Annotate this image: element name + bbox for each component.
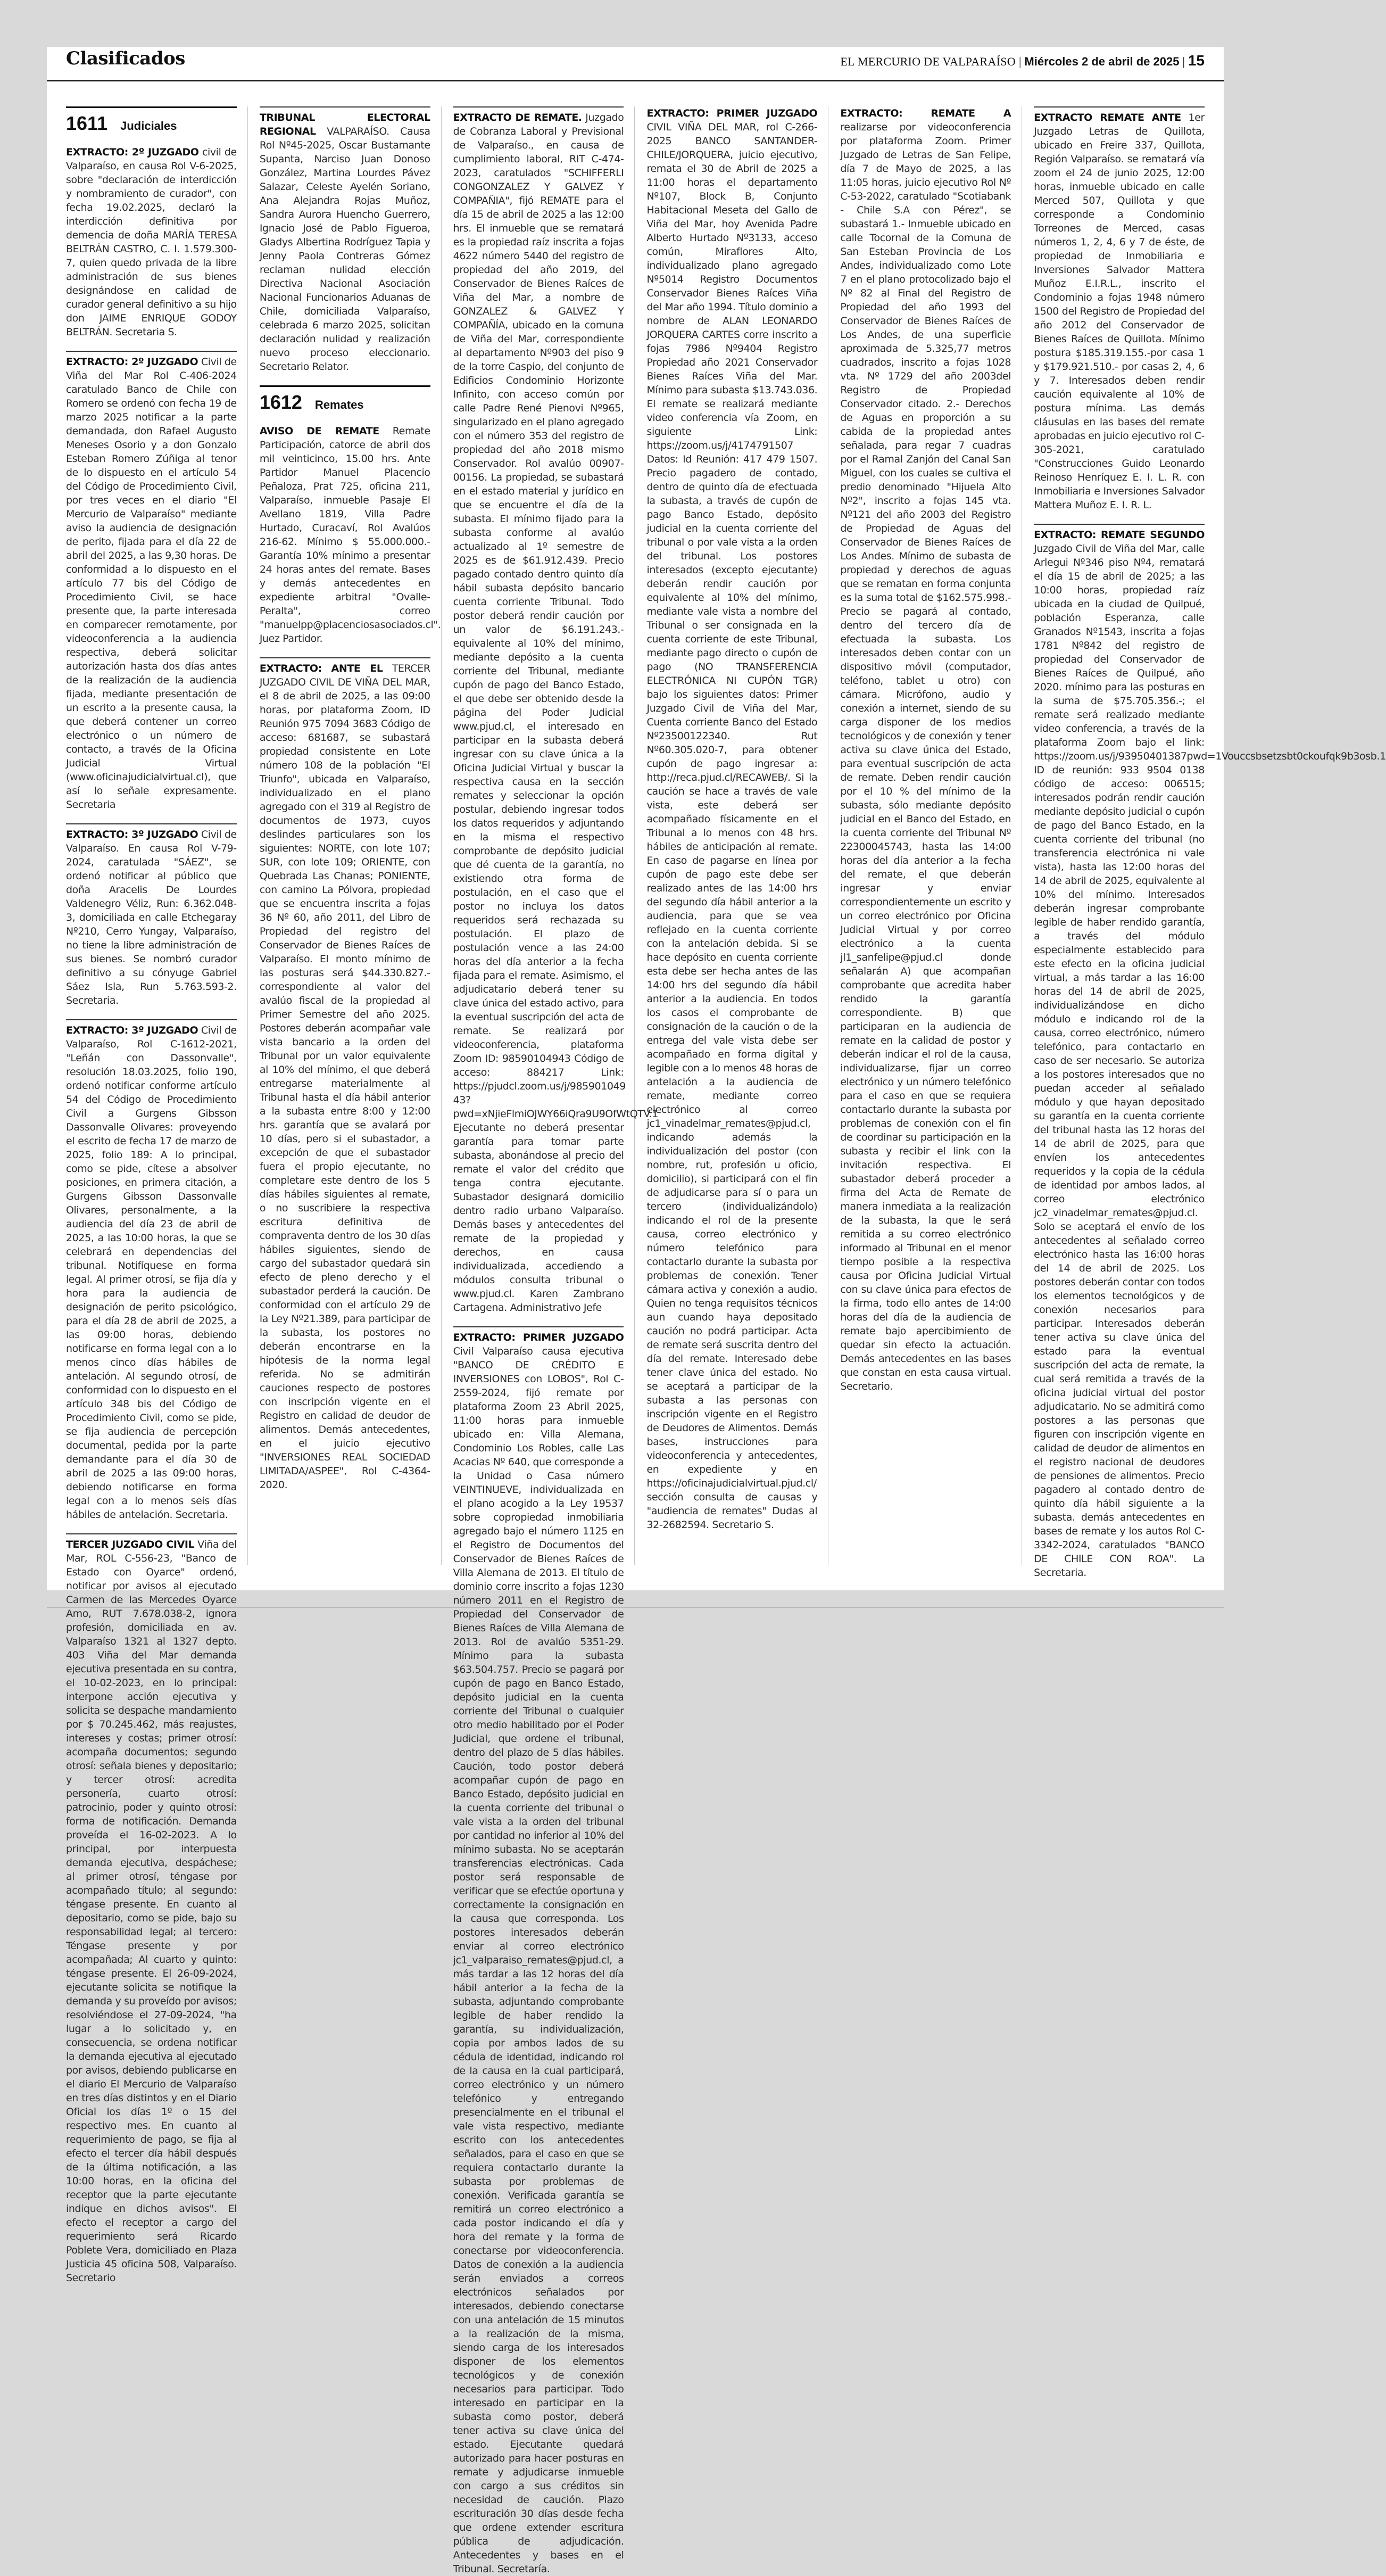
column-4 (646, 106, 828, 1565)
classified-ad (260, 657, 430, 1492)
classified-ad (646, 106, 817, 1532)
ad-body: Juzgado de Cobranza Laboral y Previsional de Valparaíso., en causa de cumplimiento laboral, RIT C-474-2023, caratulados "SCHIFFERLI CONGONZALEZ Y GALVEZ Y COMPAÑIA", fijó REMATE para el día 15 de abril de 2025 a las 12:00 hrs. El inmueble que se rematará es la propiedad raíz inscrita a fojas 4622 número 5440 del registro de propiedad del año 2019, del Conservador de Bienes Raíces de Viña del Mar, a nombre de GONZALEZ & GALVEZ Y COMPAÑÍA, ubicado en la comuna de Viña del Mar, correspondiente al departamento Nº903 del piso 9 de la torre Caspio, del conjunto de Edificios Condominio Horizonte Infinito, con acceso común por calle Padre René Pienovi Nº965, singularizado en el plano agregado con el número 353 del registro de propiedad del año 2018 mismo Conservador. Rol avalúo 00907-00156. La propiedad, se subastará en el estado material y jurídico en que se encuentre el día de la subasta. El mínimo fijado para la subasta conforme al avalúo actualizado al 1º semestre de 2025 es de $61.912.439. Precio pagado contado dentro quinto día hábil subasta depósito bancario cuenta corriente Tribunal. Todo postor deberá rendir caución por un valor de $6.191.243.- equivalente al 10% del mínimo, mediante depósito a la cuenta corriente del Tribunal, mediante cupón de pago del Banco Estado, el que debe ser obtenido desde la página del Poder Judicial www.pjud.cl, el interesado en participar en la subasta deberá ingresar con su clave única a la Oficina Judicial Virtual y buscar la respectiva causa en la sección remates y seleccionar la opción postular, debiendo ingresar todos los datos requeridos y adjuntando en la misma el respectivo comprobante de depósito judicial que dé cuenta de la garantía, no existiendo otra forma de postulación, en el caso que el postor no incluya los datos requeridos será rechazada su postulación. El plazo de postulación vence a las 24:00 horas del día anterior a la fecha fijada para el remate. Asimismo, el adjudicatario deberá tener su clave única del estado activo, para la eventual suscripción del acta de remate. Se realizará por videoconferencia, plataforma Zoom ID: 98590104943 Código de acceso: 884217 Link: https://pjudcl.zoom.us/j/985901049 43?pwd=xNjieFlmiOJWY66iQra9U9OfWtQTV.1 Ejecutante no deberá presentar garantía para tomar parte subasta, abonándose al precio del remate el valor del crédito que tenga contra ejecutante. Subastador designará domicilio dentro radio urbano Valparaíso. Demás bases y antecedentes del remate de la propiedad y derechos, en causa individualizada, accediendo a módulos consulta tribunal o www.pjud.cl. Karen Zambrano Cartagena. Administrativo Jefe (453, 112, 658, 1314)
newspaper-name: EL MERCURIO DE VALPARAÍSO (840, 55, 1016, 68)
page-bottom-rule (47, 1607, 1224, 1608)
ad-body: Remate Participación, catorce de abril dos mil veinticinco, 15.00 hrs. Ante Partidor Manuel Placencio Peñaloza, Prat 725, oficina 211, Valparaíso, inmueble Pasaje El Avellano 1819, Villa Padre Hurtado, Curacaví, Rol Avalúos 216-62. Mínimo $ 55.000.000.- Garantía 10% mínimo a presentar 24 horas antes del remate. Bases y demás antecedentes en expediente arbitral "Ovalle-Peralta", correo "manuelpp@placenciosasociados.cl". Juez Partidor. (259, 425, 441, 645)
column-3 (453, 106, 658, 2575)
ad-body: Civil de Valparaíso, Rol C-1612-2021, "Leñán con Dassonvalle", resolución 18.03.2025, folio 190, ordenó notificar conforme artículo 54 del Código de Procedimiento Civil a Gurgens Gibsson Dassonvalle Olivares: proveyendo el escrito de fecha 17 de marzo de 2025, folio 189: A lo principal, como se pide, cítese a absolver posiciones, en primera citación, a Gurgens Gibsson Dassonvalle Olivares, personalmente, a la audiencia del día 23 de abril de 2025, a las 10:00 horas, la que se celebrará en dependencias del tribunal. Notifíquese en forma legal. Al primer otrosí, se fija día y hora para la audiencia de designación de perito psicológico, para el día 28 de abril de 2025, a las 09:00 horas, debiendo notificarse en forma legal con a lo menos cinco días hábiles de antelación. Al segundo otrosí, de conformidad con lo dispuesto en el artículo 348 bis del Código de Procedimiento Civil, como se pide, se fija audiencia de percepción documental, pedida por la parte demandante para el día 30 de abril de 2025 a las 09:00 horas, debiendo notificarse en forma legal con a lo menos seis días hábiles de antelación. Secretaria. (66, 1025, 237, 1521)
ad-lead: EXTRACTO DE REMATE. (453, 112, 582, 123)
category-number: 1611 (66, 112, 108, 134)
ad-body: 1er Juzgado Letras de Quillota, ubicado en Freire 337, Quillota, Región Valparaíso. se rematará vía zoom el 24 de junio 2025, 12:00 horas, inmueble ubicado en calle Merced 507, Quillota y que corresponde a Condominio Torreones de Merced, casas números 1, 2, 4, 6 y 7 de éste, de propiedad de Inmobiliaria e Inversiones Salvador Mattera Muñoz E.I.R.L., inscrito el Condominio a fojas 1948 número 1500 del Registro de Propiedad del año 2012 del Conservador de Bienes Raíces de Quillota. Mínimo postura $185.319.155.-por casa 1 y $179.921.510.- por casas 2, 4, 6 y 7. Interesados deben rendir caución equivalente al 10% de postura mínima. Las demás cláusulas en las bases del remate aprobadas en juicio ejecutivo rol C-305-2021, caratulado "Construcciones Guido Leonardo Reinoso Henríquez E. I. L. R. con Inmobiliaria e Inversiones Salvador Mattera Muñoz E. I. R. L. (1034, 112, 1205, 511)
classified-ad (66, 1019, 237, 1522)
column-6 (1034, 106, 1386, 1579)
classified-ad (840, 106, 1011, 1393)
ad-lead: EXTRACTO: 2º JUZGADO (66, 146, 199, 158)
ad-body: Viña del Mar, ROL C-556-23, "Banco de Estado con Oyarce" ordenó, notificar por avisos al ejecutado Carmen de las Mercedes Oyarce Amo, RUT 7.678.038-2, ignora profesión, domiciliada en av. Valparaíso 1321 al 1327 depto. 403 Viña del Mar demanda ejecutiva presentada en su contra, el 10-02-2023, en lo principal: interpone acción ejecutiva y solicita se despache mandamiento por $ 70.245.462, más reajustes, intereses y costas; primer otrosí: acompaña documentos; segundo otrosí: señala bienes y depositario; y tercer otrosí: acredita personería, cuarto otrosí: patrocinio, poder y quinto otrosí: forma de notificación. Demanda proveída el 16-02-2023. A lo principal, por interpuesta demanda ejecutiva, despáchese; al primer otrosí, téngase por acompañado título; al segundo: téngase presente. En cuanto al depositario, como se pide, bajo su responsabilidad legal; al tercero: Téngase presente y por acompañada; Al cuarto y quinto: téngase presente. El 26-09-2024, ejecutante solicita se notifique la demanda y su proveído por avisos; resolviéndose el 27-09-2024, "ha lugar a lo solicitado y, en consecuencia, se ordena notificar la demanda ejecutiva al ejecutado por avisos, debiendo publicarse en el diario El Mercurio de Valparaíso en tres días distintos y en el Diario Oficial los días 1º o 15 del respectivo mes. En cuanto al requerimiento de pago, se fija al efecto el tercer día hábil después de la última notificación, a las 10:00 horas, en la oficina del receptor que la parte ejecutante indique en dichos avisos". El efecto el receptor a cargo del requerimiento será Ricardo Poblete Vera, domiciliado en Plaza Justicia 45 oficina 508, Valparaíso. Secretario (66, 1539, 237, 2284)
classified-ad (1034, 106, 1205, 512)
ad-body: TERCER JUZGADO CIVIL DE VIÑA DEL MAR, el 8 de abril de 2025, a las 09:00 horas, por plataforma Zoom, ID Reunión 975 7094 3683 Código de acceso: 681687, se subastará propiedad consistente en Lote número 108 de la población "El Triunfo", ubicada en Valparaíso, individualizado en el plano agregado con el 319 al Registro de documentos de 1973, cuyos deslindes particulares son los siguientes: NORTE, con lote 107; SUR, con lote 109; ORIENTE, con Quebrada Las Chanas; PONIENTE, con camino La Pólvora, propiedad que se encuentra inscrita a fojas 36 Nº 60, año 2011, del Libro de Propiedad del registro del Conservador de Bienes Raíces de Valparaíso. El monto mínimo de las posturas será $44.330.827.- correspondiente al valor del avalúo fiscal de la propiedad al Primer Semestre del año 2025. Postores deberán acompañar vale vista bancario a la orden del Tribunal por un valor equivalente al 10% del mínimo, el que deberá entregarse materialmente al Tribunal hasta el día hábil anterior a la subasta entre 8:00 y 12:00 hrs. garantía que se avalará por 10 días, pero si el subastador, a excepción de que el subastador fuera el propio ejecutante, no completare este dentro de los 5 días hábiles siguientes al remate, o no suscribiere la respectiva escritura definitiva de compraventa dentro de los 30 días hábiles siguientes, siendo de cargo del subastador quedará sin efecto de pleno derecho y el subastador perderá la caución. De conformidad con el artículo 29 de la Ley Nº21.389, para participar de la subasta, los postores no deberán encontrarse en la hipótesis de la norma legal referida. No se admitirán cauciones respecto de postores con inscripción vigente en el Registro en calidad de deudor de alimentos. Demás antecedentes, en el juicio ejecutivo "INVERSIONES REAL SOCIEDAD LIMITADA/ASPEE", Rol C-4364-2020. (259, 663, 430, 1491)
ad-body: realizarse por videoconferencia por plataforma Zoom. Primer Juzgado de Letras de San Felipe, día 7 de Mayo de 2025, a las 11:05 horas, juicio ejecutivo Rol Nº C-53-2022, caratulado "Scotiabank - Chile S.A con Pérez", se subastará 1.- Inmueble ubicado en calle Tocornal de la Comuna de San Esteban Provincia de Los Andes, individualizado como Lote 7 en el plano protocolizado bajo el Nº 82 al Final del Registro de Propiedad del año 1993 del Conservador de Bienes Raíces de Los Andes, de una superficie aproximada de 5.325,77 metros cuadrados, inscrito a fojas 1028 vta. Nº 1729 del año 2003del Registro de Propiedad Conservador citado. 2.- Derechos de Aguas en proporción a su cabida de la propiedad antes señalada, para regar 7 cuadras por el Ramal Zanjón del Canal San Miguel, con los cuales se cultiva el predio denominado "Hijuela Alto Nº2", inscrito a fojas 145 vta. Nº121 del año 2003 del Registro de Propiedad de Aguas del Conservador de Bienes Raíces de Los Andes. Mínimo de subasta de propiedad y derechos de aguas que se rematan en forma conjunta es la suma total de $162.575.998.- Precio se pagará al contado, dentro del tercero día de efectuada la subasta. Los interesados deben contar con un dispositivo móvil (computador, teléfono, tablet u otro) con cámara. Micrófono, audio y conexión a internet, siendo de su carga disponer de los medios tecnológicos y de conexión y tener activa su clave única del Estado, para eventual suscripción de acta de remate. Deben rendir caución por el 10 % del mínimo de la subasta, sólo mediante depósito judicial en el Banco del Estado, en la cuenta corriente del Tribunal Nº 22300045743, hasta las 14:00 horas del día anterior a la fecha del remate, el que deberán ingresar y enviar correspondientemente un escrito y un correo electrónico por Oficina Judicial Virtual y por correo electrónico a la cuenta jl1_sanfelipe@pjud.cl donde señalarán A) que acompañan comprobante que acredita haber rendido la garantía correspondiente. B) que participaran en la audiencia de remate en la calidad de postor y deberán indicar el rol de la causa, individualizarse, fijar un correo electrónico y un número telefónico para el caso en que se requiera contactarlo durante la subasta por problemas de conexión con el fin de coordinar su participación en la subasta y recibir el link con la invitación respectiva. El subastador deberá proceder a firma del Acta de Remate de manera inmediata a la realización de la subasta, la que le será remitida a su correo electrónico informado al Tribunal en el menor tiempo posible a la respectiva causa por Oficina Judicial Virtual con su clave única para efectos de la firma, todo ello antes de 14:00 horas del día de la audiencia de remate bajo apercibimiento de quedar sin efecto la actuación. Demás antecedentes en las bases que constan en esta causa virtual. Secretario. (840, 121, 1011, 1392)
ad-body: civil de Valparaíso, en causa Rol V-6-2025, sobre "declaración de interdicción y nombramiento de curador", con fecha 19.02.2025, declaró la interdicción definitiva por demencia de doña MARÍA TERESA BELTRÁN CASTRO, C. I. 1.579.300-7, quien quedo privada de la libre administración de sus bienes designándose en calidad de curador general definitivo a su hijo don JAIME ENRIQUE GODOY BELTRÁN. Secretaria S. (66, 146, 237, 338)
ad-lead: EXTRACTO: REMATE A (840, 108, 1011, 119)
ad-body: Juzgado Civil de Viña del Mar, calle Arlegui Nº346 piso Nº4, rematará el día 15 de abril de 2025; a las 10:00 horas, propiedad raíz ubicada en la ciudad de Quilpué, población Esperanza, calle Granados Nº1543, inscrita a fojas 1781 Nº842 del registro de propiedad del Conservador de Bienes Raíces de Quilpué, año 2020. mínimo para las posturas en la suma de $75.705.356.-; el remate será realizado mediante video conferencia, a través de la plataforma Zoom bajo el link: https://zoom.us/j/93950401387pwd=1Vouccsbsetzsbt0ckoufqk9b3osb.1 ID de reunión: 933 9504 0138 código de acceso: 006515; interesados podrán rendir caución mediante depósito judicial o cupón de pago del Banco Estado, en la cuenta corriente del tribunal (no transferencia electrónica ni vale vista), hasta las 12:00 horas del 14 de abril de 2025, equivalente al 10% del mínimo. Interesados deberán ingresar comprobante legible de haber rendido garantía, a través del módulo especialmente establecido para este efecto en la oficina judicial virtual, a más tardar a las 16:00 horas del 14 de abril de 2025, individualizándose en dicho módulo e indicando rol de la causa, correo electrónico, número telefónico, para contactarlo en caso de ser necesario. Se autoriza a los postores interesados que no puedan acceder al señalado módulo y que hayan depositado su garantía en la cuenta corriente del tribunal hasta las 12 horas del 14 de abril de 2025, para que envíen los antecedentes requeridos y la copia de la cédula de identidad por ambos lados, al correo electrónico jc2_vinadelmar_remates@pjud.cl. Solo se aceptará el envío de los antecedentes al señalado correo electrónico hasta las 16:00 horas del 14 de abril de 2025. Los postores deberán contar con todos los elementos tecnológicos y de conexión necesarios para participar. Interesados deberán tener activa su clave única del estado para la eventual suscripción del acta de remate, la cual será remitida a través de la oficina judicial virtual del postor adjudicatario. No se admitirá como postores a las personas que figuren con inscripción vigente en calidad de deudor de alimentos en el registro nacional de deudores de pensiones de alimentos. Precio pagadero al contado dentro de quinto día hábil siguiente a la subasta. demás antecedentes en bases de remate y los autos Rol C-3342-2024, caratulados "BANCO DE CHILE CON ROA". La Secretaria. (1034, 543, 1386, 1579)
classified-ad (1034, 524, 1386, 1580)
category-header-remates (260, 385, 430, 414)
column-1 (66, 106, 248, 2284)
ad-body: Civil Valparaíso causa ejecutiva "BANCO DE CRÉDITO E INVERSIONES con LOBOS", Rol C-2559-2024, fijó remate por plataforma Zoom 23 Abril 2025, 11:00 horas para inmueble ubicado en: Villa Alemana, Condominio Los Robles, calle Las Acacias Nº 640, que corresponde a la Unidad o Casa número VEINTINUEVE, individualizada en el plano acogido a la Ley 19537 sobre copropiedad inmobiliaria agregado bajo el número 1125 en el Registro de Documentos del Conservador de Bienes Raíces de Villa Alemana de 2013. El título de dominio corre inscrito a fojas 1230 número 2011 en el Registro de Propiedad del Conservador de Bienes Raíces de Villa Alemana de 2013. Rol de avalúo 5351-29. Mínimo para la subasta $63.504.757. Precio se pagará por cupón de pago en Banco Estado, depósito judicial en la cuenta corriente del Tribunal o cualquier otro medio habilitado por el Poder Judicial, que ordene el tribunal, dentro del plazo de 5 días hábiles. Caución, todo postor deberá acompañar cupón de pago en Banco Estado, depósito judicial en la cuenta corriente del tribunal o vale vista a la orden del tribunal por cantidad no inferior al 10% del mínimo subasta. No se aceptarán transferencias electrónicas. Cada postor será responsable de verificar que se efectúe oportuna y correctamente la consignación en la causa que corresponda. Los postores interesados deberán enviar al correo electrónico jc1_valparaiso_remates@pjud.cl, a más tardar a las 12 horas del día hábil anterior a la fecha de la subasta, adjuntando comprobante legible de haber rendido la garantía, su individualización, copia por ambos lados de su cédula de identidad, indicando rol de la causa en la cual participará, correo electrónico y un número telefónico y entregando presencialmente en el tribunal el vale vista respectivo, mediante escrito con los antecedentes señalados, para el caso en que se requiera contactarlo durante la subasta por problemas de conexión. Verificada garantía se remitirá un correo electrónico a cada postor indicando el día y hora del remate y la forma de conectarse por videoconferencia. Datos de conexión a la audiencia serán enviados a correos electrónicos señalados por interesados, debiendo conectarse con una antelación de 15 minutos a la realización de la misma, siendo carga de los interesados disponer de los elementos tecnológicos y de conexión necesarios para participar. Todo interesado en participar en la subasta como postor, deberá tener activa su clave única del estado. Ejecutante quedará autorizado para hacer posturas en remate y adjudicarse inmueble con cargo a sus créditos sin necesidad de caución. Plazo escrituración 30 días desde fecha que ordene extender escritura pública de adjudicación. Antecedentes y bases en el Tribunal. Secretaría. (453, 1345, 624, 2575)
ad-lead: EXTRACTO: REMATE SEGUNDO (1034, 529, 1205, 541)
ad-lead: EXTRACTO REMATE ANTE (1034, 112, 1181, 123)
page-number: 15 (1188, 52, 1205, 69)
classified-ad (66, 145, 237, 339)
classified-ad (66, 1533, 237, 2285)
category-number: 1612 (259, 391, 302, 413)
category-label: Judiciales (120, 119, 177, 133)
ad-lead: EXTRACTO: 3º JUZGADO (66, 1025, 198, 1036)
ad-lead: EXTRACTO: PRIMER JUZGADO (453, 1332, 624, 1343)
ad-lead: TRIBUNAL ELECTORAL REGIONAL (259, 112, 430, 137)
column-2 (260, 106, 442, 1565)
classified-columns (66, 106, 1386, 2575)
classified-ad (260, 106, 430, 374)
ad-body: Civil de Viña del Mar Rol C-406-2024 caratulado Banco de Chile con Romero se ordenó con fecha 19 de marzo 2025 notificar a la parte demandada, don Rafael Augusto Meneses Osorio y a don Gonzalo Esteban Romero Zúñiga al tenor de lo dispuesto en el artículo 54 del Código de Procedimiento Civil, por tres veces en el diario "El Mercurio de Valparaíso" mediante aviso la audiencia de designación de perito, fijada para el día 22 de abril del 2025, a las 9,30 horas. De conformidad a lo dispuesto en el artículo 77 bis del Código de Procedimiento Civil, se hace presente que, la parte interesada en comparecer remotamente, por videoconferencia a la audiencia respectiva, deberá solicitar autorización hasta dos días antes de la realización de la audiencia fijada, mediante presentación de un escrito a la presente causa, la que deberá contener un correo electrónico o un número de contacto, a través de la Oficina Judicial Virtual (www.oficinajudicialvirtual.cl), que así lo señale expresamente. Secretaria (66, 356, 237, 811)
classified-ad (66, 351, 237, 812)
classified-ad (66, 823, 237, 1008)
ad-lead: AVISO DE REMATE (259, 425, 379, 437)
ad-lead: EXTRACTO: PRIMER JUZGADO (646, 108, 818, 119)
classified-ad (453, 106, 658, 1315)
section-title: Clasificados (66, 48, 185, 69)
ad-body: VALPARAÍSO. Causa Rol Nº45-2025, Oscar Bustamante Supanta, Narciso Juan Donoso González, Martina Lourdes Pávez Salazar, Celeste Ayelén Soriano, Ana Alejandra Rojas Muñoz, Sandra Aurora Huencho Guerrero, Ignacio José de Pablo Figueroa, Gladys Albertina Rodríguez Tapia y Jenny Paola Contreras Gómez reclaman nulidad elección Directiva Nacional Asociación Nacional Funcionarios Aduanas de Chile, domiciliada Valparaíso, celebrada 6 marzo 2025, solicitan declaración nulidad y realización nuevo proceso eleccionario. Secretario Relator. (259, 126, 430, 373)
classified-ad (453, 1326, 624, 2576)
ad-lead: TERCER JUZGADO CIVIL (66, 1539, 195, 1550)
ad-lead: EXTRACTO: 3º JUZGADO (66, 829, 198, 840)
publication-date: Miércoles 2 de abril de 2025 (1024, 55, 1180, 68)
category-label: Remates (314, 398, 364, 411)
classified-ad (259, 424, 441, 646)
category-header-judiciales (66, 106, 237, 135)
newspaper-page (47, 47, 1386, 2575)
ad-body: CIVIL VIÑA DEL MAR, rol C-266-2025 BANCO SANTANDER-CHILE/JORQUERA, juicio ejecutivo, remata el 30 de Abril de 2025 a 11:00 horas el departamento Nº107, Block B, Conjunto Habitacional Meseta del Gallo de Viña del Mar, hoy Avenida Padre Alberto Hurtado Nº3133, acceso común, Miraflores Alto, individualizado plano agregado Nº5014 Registro Documentos Conservador Bienes Raíces Viña del Mar año 1994. Título dominio a nombre de ALAN LEONARDO JORQUERA CARTES corre inscrito a fojas 7986 Nº9404 Registro Propiedad año 2021 Conservador Bienes Raíces Viña del Mar. Mínimo para subasta $13.743.036. El remate se realizará mediante video conferencia vía Zoom, en siguiente Link: https://zoom.us/j/4174791507 Datos: Id Reunión: 417 479 1507. Precio pagadero de contado, dentro de quinto día de efectuada la subasta, a través de cupón de pago Banco Estado, depósito judicial en la cuenta corriente del tribunal o por vale vista a la orden del tribunal. Los postores interesados (excepto ejecutante) deberán rendir caución por equivalente al 10% del mínimo, mediante vale vista a nombre del Tribunal o ser consignada en la cuenta corriente de este Tribunal, mediante pago directo o cupón de pago (NO TRANSFERENCIA ELECTRÓNICA NI CUPÓN TGR) bajo los siguientes datos: Primer Juzgado Civil de Viña del Mar, Cuenta corriente Banco del Estado Nº23500122340. Rut Nº60.305.020-7, para obtener cupón de pago ingresar a: http://reca.pjud.cl/RECAWEB/. Si la caución se hace a través de vale vista, este deberá ser acompañado físicamente en el Tribunal a lo menos con 48 hrs. hábiles de anticipación al remate. En caso de pagarse en línea por cupón de pago este debe ser realizado antes de las 14:00 hrs del segundo día hábil anterior a la audiencia, para que se vea reflejado en la cuenta corriente con la antelación debida. Si se hace depósito en cuenta corriente esta debe ser hecha antes de las 14:00 hrs del segundo día hábil anterior a la audiencia. En todos los casos el comprobante de consignación de la caución o de la entrega del vale vista debe ser acompañado en forma digital y legible con a lo menos 48 horas de antelación a la audiencia de remate, mediante correo electrónico al correo jc1_vinadelmar_remates@pjud.cl, indicando además la individualización del postor (con nombre, rut, profesión u oficio, domicilio), si participará con el fin de adjudicarse para sí o para un tercero (individualizándolo) indicando el rol de la presente causa, correo electrónico y número telefónico para contactarlo durante la subasta por problemas de conexión. Tener cámara activa y conexión a audio. Quien no tenga requisitos técnicos aun cuando haya depositado caución no podrá participar. Acta de remate será suscrita dentro del día del remate. Interesado debe tener clave única del estado. No se aceptará a participar de la subasta a las personas con inscripción vigente en el Registro de Deudores de Alimentos. Demás bases, instrucciones para videoconferencia y antecedentes, en expediente y en https://oficinajudicialvirtual.pjud.cl/ sección consulta de causas y "audiencia de remates" Dudas al 32-2682594. Secretario S. (646, 121, 818, 1531)
page-header (47, 47, 1224, 81)
ad-body: Civil de Valparaíso. En causa Rol V-79-2024, caratulada "SÁEZ", se ordenó notificar al público que doña Aracelis De Lourdes Valdenegro Véliz, Run: 6.362.048-3, domiciliada en calle Etchegaray Nº210, Cerro Yungay, Valparaíso, no tiene la libre administración de sus bienes. Se nombró curador definitivo a su cónyuge Gabriel Sáez Isla, Run 5.763.593-2. Secretaria. (66, 829, 237, 1006)
ad-lead: EXTRACTO: ANTE EL (259, 663, 383, 674)
page-header-meta: EL MERCURIO DE VALPARAÍSO | Miércoles 2 de abril de 2025 | 15 (840, 52, 1205, 69)
ad-lead: EXTRACTO: 2º JUZGADO (66, 356, 198, 368)
column-5 (840, 106, 1022, 1565)
